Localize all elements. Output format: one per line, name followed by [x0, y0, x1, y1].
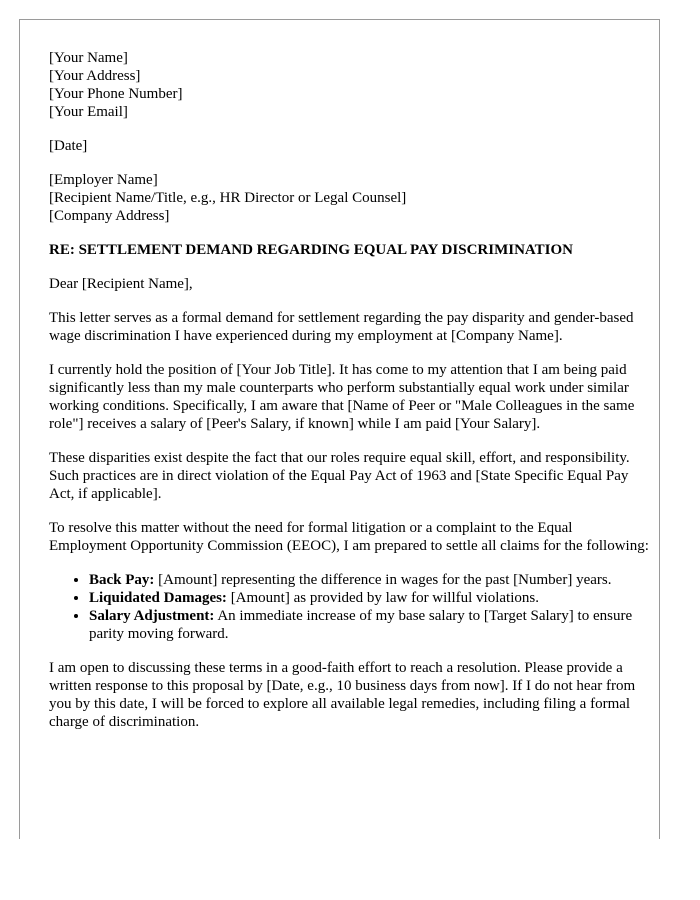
sender-block: [49, 49, 649, 121]
salutation: Dear [Recipient Name],: [49, 276, 193, 292]
letter-body: [49, 49, 649, 747]
letter-page: [19, 19, 660, 839]
demand-term: Back Pay:: [89, 572, 155, 588]
paragraph-position: I currently hold the position of [Your Job Title]. It has come to my attention that I am being paid significantly less than my male counterparts who perform substantially equal work under similar working conditions. Specifically, I am aware that [Name of Peer or "Male Colleagues in the same role"] receives a salary of [Peer's Salary, if known] while I am paid [Your Salary].: [49, 362, 635, 432]
sender-address: [Your Address]: [49, 68, 141, 84]
date-block: [49, 137, 649, 155]
subject-line: RE: SETTLEMENT DEMAND REGARDING EQUAL PAY DISCRIMINATION: [49, 242, 573, 258]
paragraph-violation: These disparities exist despite the fact that our roles require equal skill, effort, and responsibility. Such practices are in direct violation of the Equal Pay Act of 1963 and [State Specific Equal Pay Act, if applicable].: [49, 450, 630, 502]
recipient-name-title: [Recipient Name/Title, e.g., HR Director or Legal Counsel]: [49, 190, 407, 206]
recipient-employer: [Employer Name]: [49, 172, 158, 188]
paragraph-intro: This letter serves as a formal demand for settlement regarding the pay disparity and gender-based wage discrimination I have experienced during my employment at [Company Name].: [49, 310, 634, 344]
demand-list: [49, 571, 649, 643]
list-item-salary-adjustment: [89, 607, 649, 643]
demand-text: [Amount] representing the difference in wages for the past [Number] years.: [154, 572, 612, 588]
demand-term: Salary Adjustment:: [89, 608, 215, 624]
demand-term: Liquidated Damages:: [89, 590, 227, 606]
paragraph-closing: I am open to discussing these terms in a good-faith effort to reach a resolution. Please provide a written response to this proposal by [Date, e.g., 10 business days from now]. If I do not hear from you by this date, I will be forced to explore all available legal remedies, including filing a formal charge of discrimination.: [49, 660, 636, 730]
recipient-company-address: [Company Address]: [49, 208, 170, 224]
sender-name: [Your Name]: [49, 50, 128, 66]
sender-phone: [Your Phone Number]: [49, 86, 183, 102]
sender-email: [Your Email]: [49, 104, 128, 120]
list-item-liquidated-damages: [89, 589, 649, 607]
letter-date: [Date]: [49, 138, 88, 154]
paragraph-resolution: To resolve this matter without the need for formal litigation or a complaint to the Equal Employment Opportunity Commission (EEOC), I am prepared to settle all claims for the following:: [49, 520, 649, 554]
recipient-block: [49, 171, 649, 225]
demand-text: [Amount] as provided by law for willful violations.: [226, 590, 539, 606]
list-item-back-pay: [89, 571, 649, 589]
demand-text: An immediate increase of my base salary to [Target Salary] to ensure parity moving forward.: [89, 608, 633, 642]
